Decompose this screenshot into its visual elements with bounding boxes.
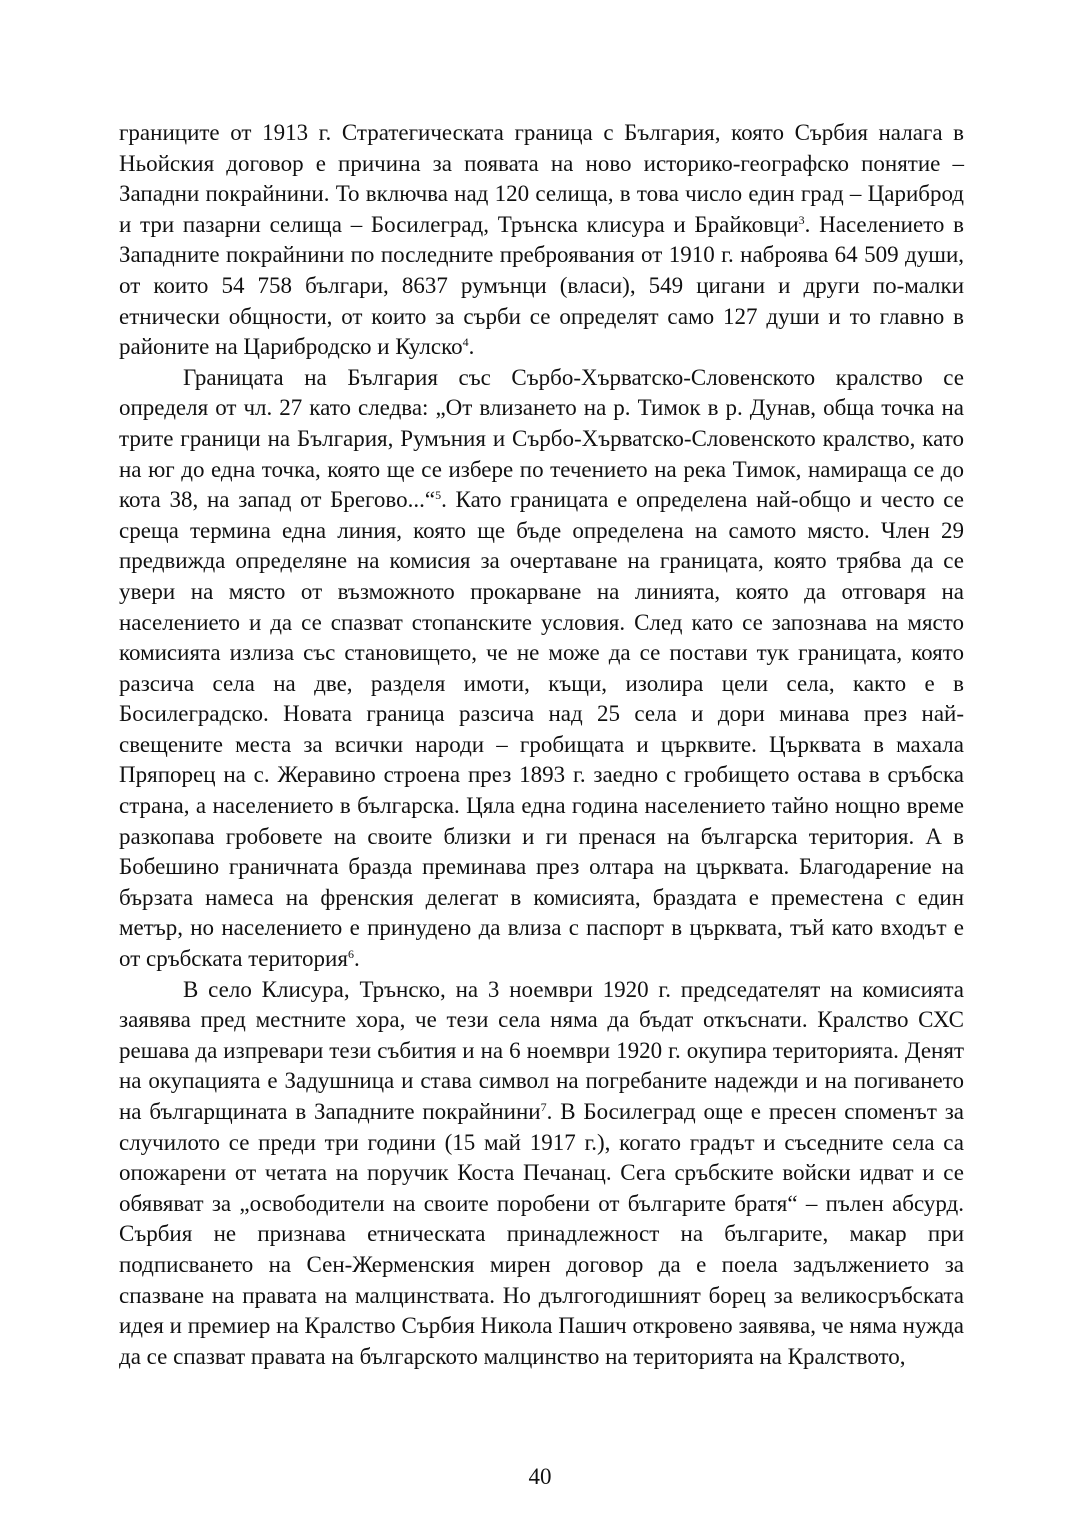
- paragraph-2-text-a: Границата на България със Сърбо-Хърватско-Словенското кралство се определя от чл. 27 като следва: „От влизането на р. Тимок в р. Дунав, обща точка на трите граници на България, Румъния и Сърбо-Хърватско-Словенското кралство, като на юг до една точка, която ще се избере по течението на река Тимок, намираща се до кота 38, на запад от Брегово...“: [119, 364, 964, 513]
- paragraph-1: [119, 118, 964, 363]
- footnote-ref-5[interactable]: 5: [435, 488, 442, 503]
- document-body: [119, 118, 964, 1372]
- paragraph-3-text-a: В село Клисура, Трънско, на 3 ноември 1920 г. председателят на комисията заявява пред местните хора, че тези села няма да бъдат откъснати. Кралство СХС решава да изпревари тези събития и на 6 ноември 1920 г. окупира територията. Денят на окупацията е Задушница и става символ на погребаните надежди и на погиването на българщината в Западните покрайнини: [119, 976, 964, 1124]
- paragraph-3-text-b: . В Босилеград още е пресен споменът за случилото се преди три години (15 май 1917 г.), когато градът и съседните села са опожарени от четата на поручик Коста Печанац. Сега сръбските войски идват и се обявяват за „освободители на своите поробени от българите братя“ – пълен абсурд. Сърбия не признава етническата принадлежност на българите, макар при подписването на Сен-Жерменския мирен договор да е поела задължението за спазване на правата на малцинствата. Но дългогодишният борец за великосръбската идея и премиер на Кралство Сърбия Никола Пашич откровено заявява, че няма нужда да се спазват правата на българското малцинство на територията на Кралството,: [119, 1099, 964, 1369]
- paragraph-2: [119, 363, 964, 975]
- paragraph-2-text-c: .: [353, 946, 360, 972]
- footnote-ref-4[interactable]: 4: [462, 335, 469, 350]
- paragraph-1-text-b: . Населението в Западните покрайнини по последните преброявания от 1910 г. наброява 64 509 души, от които 54 758 българи, 8637 румънци (власи), 549 цигани и други по-малки етнически общности, от които за сърби се определят само 127 души и то главно в районите на Царибродско и Кулско: [119, 211, 964, 360]
- footnote-ref-3[interactable]: 3: [798, 212, 805, 227]
- paragraph-3: [119, 975, 964, 1373]
- paragraph-2-text-b: . Като границата е определена най-общо и често се среща термина една линия, която ще бъде определена на самото място. Член 29 предвижда определяне на комисия за очертаване на границата, която трябва да се увери на място от възможното прокарване на линията, която да отговаря на населението и да се спазват стопанските условия. След като се запознава на място комисията излиза със становището, че не може да се постави тук границата, която разсича села на две, разделя имоти, къщи, изолира цели села, както е в Босилеградско. Новата граница разсича над 25 села и дори минава през най-свещените места за всички народи – гробищата и църквите. Църквата в махала Пряпорец на с. Жеравино строена през 1893 г. заедно с гробището остава в сръбска страна, а населението в българска. Цяла една година населението тайно нощно време разкопава гробовете на своите близки и ги пренася на българска територия. А в Бобешино граничната бразда преминава през олтара на църквата. Благодарение на бързата намеса на френския делегат в комисията, браздата е преместена с един метър, но населението е принудено да влиза с паспорт в църквата, тъй като входът е от сръбската територия: [119, 487, 965, 972]
- footnote-ref-7[interactable]: 7: [540, 1100, 547, 1114]
- paragraph-1-text-a: границите от 1913 г. Стратегическата граница с България, която Сърбия налага в Ньойския договор е причина за появата на ново историко-географско понятие – Западни покрайнини. То включва над 120 селища, в това число един град – Цариброд и три пазарни селища – Босилеград, Трънска клисура и Брайковци: [119, 120, 964, 237]
- footnote-ref-6[interactable]: 6: [347, 947, 354, 962]
- page-number: 40: [528, 1464, 552, 1489]
- paragraph-1-text-c: .: [468, 334, 475, 360]
